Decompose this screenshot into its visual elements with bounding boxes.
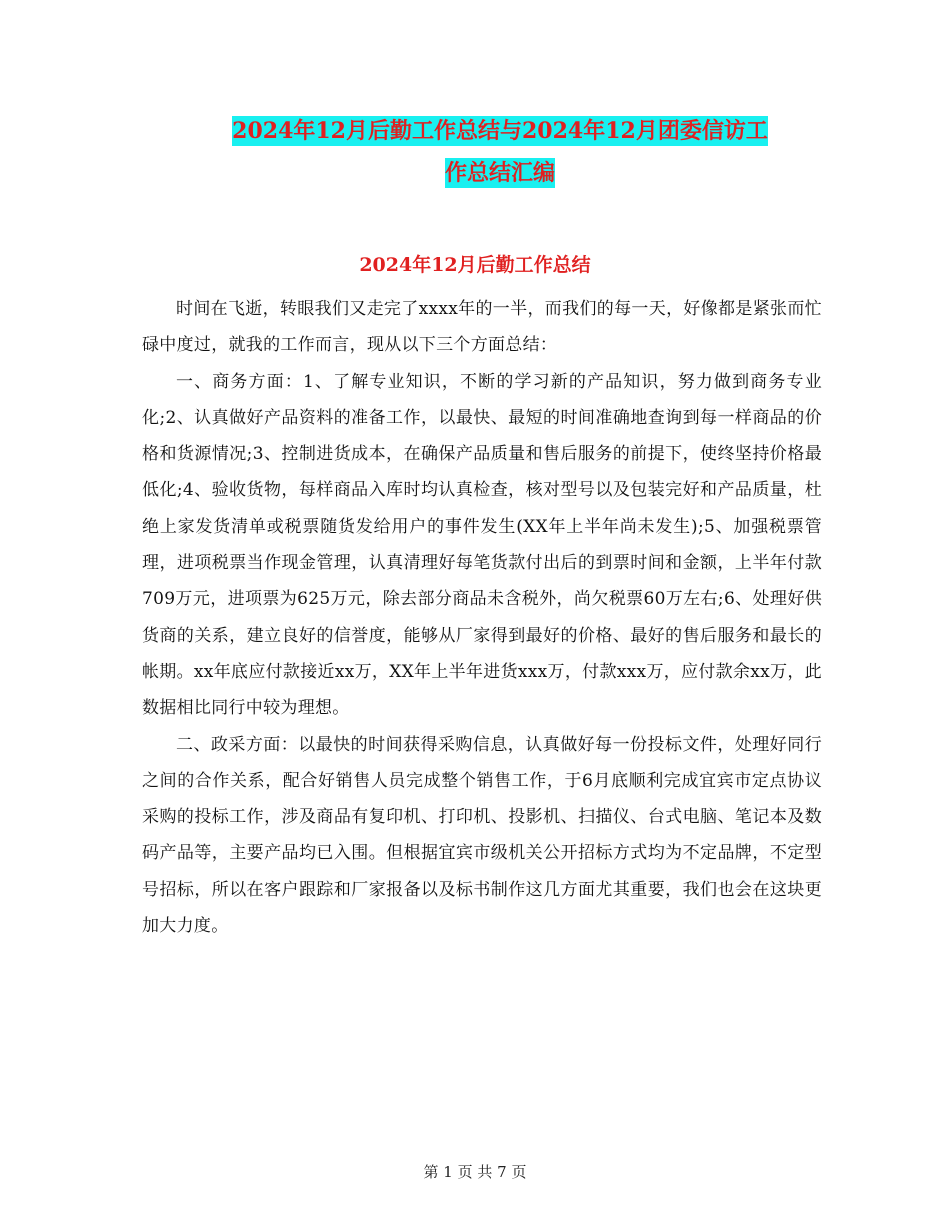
document-body xyxy=(142,291,822,944)
document-title xyxy=(140,110,860,194)
paragraph-business: 一、商务方面：1、了解专业知识，不断的学习新的产品知识，努力做到商务专业化;2、认真做好产品资料的准备工作，以最快、最短的时间准确地查询到每一样商品的价格和货源情况;3、控制进货成本，在确保产品质量和售后服务的前提下，使终坚持价格最低化;4、验收货物，每样商品入库时均认真检查，核对型号以及包装完好和产品质量，杜绝上家发货清单或税票随货发给用户的事件发生(XX年上半年尚未发生);5、加强税票管理，进项税票当作现金管理，认真清理好每笔货款付出后的到票时间和金额，上半年付款709万元，进项票为625万元，除去部分商品未含税外，尚欠税票60万左右;6、处理好供货商的关系，建立良好的信誉度，能够从厂家得到最好的价格、最好的售后服务和最长的帐期。xx年底应付款接近xx万，XX年上半年进货xxx万，付款xxx万，应付款余xx万，此数据相比同行中较为理想。 xyxy=(142,371,823,719)
paragraph-procurement: 二、政采方面：以最快的时间获得采购信息，认真做好每一份投标文件，处理好同行之间的合作关系，配合好销售人员完成整个销售工作，于6月底顺利完成宜宾市定点协议采购的投标工作，涉及商品有复印机、打印机、投影机、扫描仪、台式电脑、笔记本及数码产品等，主要产品均已入围。但根据宜宾市级机关公开招标方式均为不定品牌，不定型号招标，所以在客户跟踪和厂家报备以及标书制作这几方面尤其重要，我们也会在这块更加大力度。 xyxy=(142,734,822,937)
paragraph-intro: 时间在飞逝，转眼我们又走完了xxxx年的一半，而我们的每一天，好像都是紧张而忙碌中度过，就我的工作而言，现从以下三个方面总结： xyxy=(142,299,822,356)
document-title-line-2: 作总结汇编 xyxy=(444,160,555,186)
section-title: 2024年12月后勤工作总结 xyxy=(359,254,591,276)
document-title-line-1: 2024年12月后勤工作总结与2024年12月团委信访工 xyxy=(232,118,768,144)
page-number-footer: 第 1 页 共 7 页 xyxy=(423,1163,527,1181)
